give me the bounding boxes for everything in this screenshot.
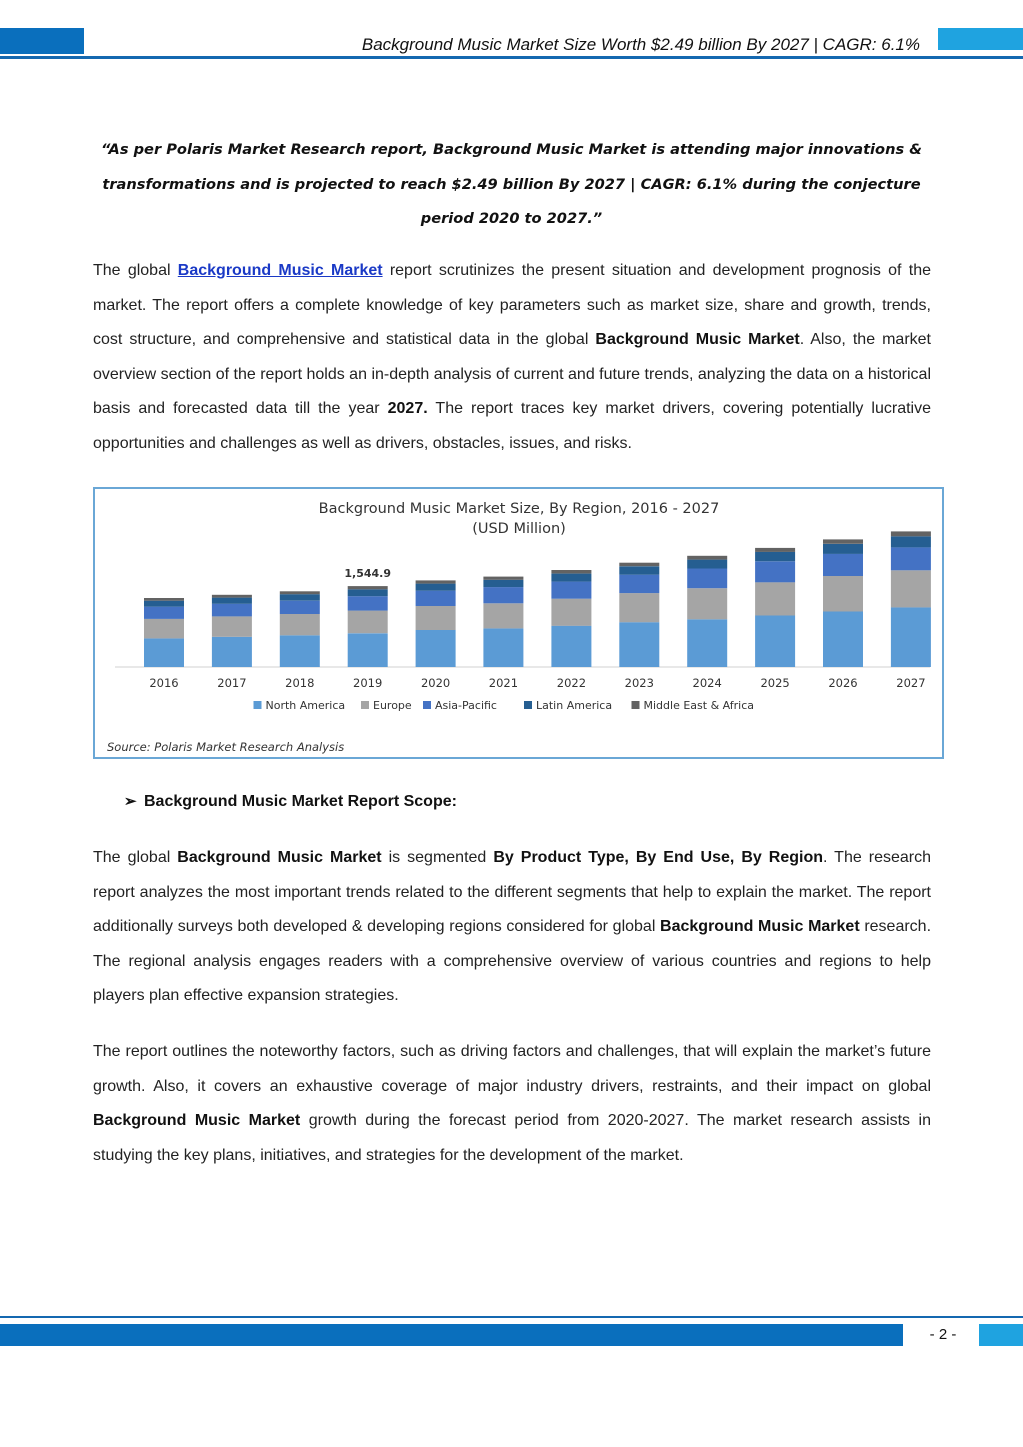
bold-run: By Product Type, By End Use, By Region bbox=[493, 849, 824, 866]
bar-segment-2017-3 bbox=[212, 598, 252, 604]
bar-segment-2024-0 bbox=[687, 619, 727, 667]
bar-segment-2027-0 bbox=[891, 607, 931, 667]
chart-source: Source: Polaris Market Research Analysis bbox=[107, 740, 345, 754]
bold-run: Background Music Market bbox=[177, 849, 382, 866]
market-report-link[interactable]: Background Music Market bbox=[177, 262, 383, 279]
bar-segment-2016-1 bbox=[144, 619, 184, 639]
x-tick-label-2022: 2022 bbox=[556, 676, 587, 690]
bar-segment-2026-0 bbox=[823, 612, 863, 668]
bar-segment-2020-0 bbox=[416, 630, 456, 667]
bar-segment-2025-0 bbox=[755, 616, 795, 668]
header-bar-right bbox=[938, 28, 1023, 50]
x-tick-label-2023: 2023 bbox=[624, 676, 654, 690]
x-tick-label-2026: 2026 bbox=[828, 676, 858, 690]
bar-segment-2025-1 bbox=[755, 582, 795, 615]
bar-segment-2017-2 bbox=[212, 604, 252, 617]
paragraph-segmentation bbox=[93, 841, 931, 1014]
bar-segment-2023-0 bbox=[619, 622, 659, 667]
bar-segment-2018-3 bbox=[280, 594, 320, 600]
legend-label-2: Asia-Pacific bbox=[435, 699, 497, 712]
data-label-2019: 1,544.9 bbox=[344, 567, 392, 581]
legend-swatch-4 bbox=[632, 701, 640, 709]
scope-heading bbox=[124, 792, 457, 811]
x-tick-label-2018: 2018 bbox=[285, 676, 315, 690]
bar-segment-2021-4 bbox=[483, 577, 523, 580]
bar-segment-2019-2 bbox=[348, 596, 388, 610]
legend-swatch-0 bbox=[254, 701, 262, 709]
bar-segment-2027-2 bbox=[891, 547, 931, 570]
bar-segment-2026-3 bbox=[823, 544, 863, 554]
footer-bar-right bbox=[979, 1324, 1023, 1346]
bar-segment-2025-3 bbox=[755, 552, 795, 562]
legend-swatch-3 bbox=[524, 701, 532, 709]
text-run: growth during the forecast period from 2020-2027. The market research assists in studying the key plans, initiatives, and strategies for the development of the market. bbox=[93, 1112, 932, 1164]
text-run: . The research report analyzes the most important trends related to the different segments that help to explain the market. The report additionally surveys both developed & developing regions considered for global bbox=[93, 849, 932, 936]
bar-segment-2017-4 bbox=[212, 595, 252, 598]
bar-segment-2027-3 bbox=[891, 536, 931, 547]
scope-heading-text: Background Music Market Report Scope: bbox=[144, 793, 457, 810]
bar-segment-2016-3 bbox=[144, 601, 184, 607]
bar-segment-2022-3 bbox=[551, 574, 591, 582]
bold-run: 2027. bbox=[387, 400, 428, 418]
page-number: - 2 - bbox=[929, 1326, 957, 1343]
bar-segment-2020-4 bbox=[416, 580, 456, 583]
legend-label-3: Latin America bbox=[536, 699, 613, 712]
legend-swatch-2 bbox=[423, 701, 431, 709]
bar-segment-2019-4 bbox=[348, 586, 388, 589]
bar-segment-2017-0 bbox=[212, 637, 252, 667]
bar-segment-2024-3 bbox=[687, 560, 727, 569]
bar-segment-2016-4 bbox=[144, 598, 184, 601]
bar-segment-2017-1 bbox=[212, 616, 252, 636]
bar-segment-2018-1 bbox=[280, 614, 320, 635]
bar-segment-2016-0 bbox=[144, 638, 184, 667]
text-run: The report traces key market drivers, covering potentially lucrative opportunities and challenges as well as drivers, obstacles, issues, and risks. bbox=[93, 400, 931, 452]
legend-swatch-1 bbox=[361, 701, 369, 709]
bar-segment-2022-1 bbox=[551, 599, 591, 626]
market-size-chart bbox=[93, 487, 944, 759]
x-tick-label-2020: 2020 bbox=[420, 676, 451, 690]
legend-label-0: North America bbox=[265, 699, 346, 712]
bar-segment-2022-4 bbox=[551, 570, 591, 574]
bar-segment-2023-4 bbox=[619, 563, 659, 567]
footer-rule bbox=[0, 1316, 1023, 1318]
arrow-bullet-icon: ➢ bbox=[124, 793, 137, 810]
bold-run: Background Music Market bbox=[595, 331, 800, 349]
bar-segment-2018-4 bbox=[280, 591, 320, 594]
text-run: research. The regional analysis engages readers with a comprehensive overview of various countries and regions to help players plan effective expansion strategies. bbox=[93, 918, 932, 1005]
bar-segment-2026-4 bbox=[823, 539, 863, 543]
x-tick-label-2017: 2017 bbox=[217, 676, 247, 690]
bar-segment-2021-1 bbox=[483, 603, 523, 628]
chart-subtitle: (USD Million) bbox=[472, 521, 566, 537]
bar-segment-2019-3 bbox=[348, 589, 388, 596]
legend-label-4: Middle East & Africa bbox=[643, 699, 755, 712]
bar-segment-2025-2 bbox=[755, 561, 795, 582]
bar-segment-2023-3 bbox=[619, 566, 659, 574]
bar-segment-2027-4 bbox=[891, 531, 931, 536]
bar-segment-2022-2 bbox=[551, 582, 591, 599]
bar-segment-2020-1 bbox=[416, 606, 456, 630]
bar-segment-2019-1 bbox=[348, 611, 388, 634]
footer-bar-left bbox=[0, 1324, 903, 1346]
legend-label-1: Europe bbox=[373, 699, 412, 712]
text-run: The global bbox=[93, 849, 178, 866]
header-bar-left bbox=[0, 28, 84, 54]
bar-segment-2021-3 bbox=[483, 580, 523, 587]
bar-segment-2019-0 bbox=[348, 633, 388, 667]
bar-segment-2020-3 bbox=[416, 584, 456, 591]
x-tick-label-2019: 2019 bbox=[353, 676, 383, 690]
x-tick-label-2027: 2027 bbox=[896, 676, 926, 690]
text-run: report scrutinizes the present situation and development prognosis of the market. The report offers a complete knowledge of key parameters such as market size, share and growth, trends, cost structure, and comprehensive and statistical data in the global bbox=[93, 262, 931, 349]
bar-segment-2020-2 bbox=[416, 591, 456, 606]
bold-run: Background Music Market bbox=[660, 918, 860, 936]
bar-segment-2021-0 bbox=[483, 628, 523, 667]
bar-segment-2027-1 bbox=[891, 570, 931, 607]
paragraph-growth-factors bbox=[93, 1035, 931, 1173]
text-run: The report outlines the noteworthy factors, such as driving factors and challenges, that will explain the market’s future growth. Also, it covers an exhaustive coverage of major industry drivers, restraints, and their impact on global bbox=[93, 1043, 931, 1095]
text-run: The global bbox=[93, 262, 178, 279]
x-tick-label-2016: 2016 bbox=[149, 676, 179, 690]
chart-title: Background Music Market Size, By Region, 2016 - 2027 bbox=[318, 501, 720, 517]
bar-segment-2023-1 bbox=[619, 593, 659, 622]
bar-segment-2022-0 bbox=[551, 626, 591, 667]
text-run: . Also, the market overview section of the report holds an in-depth analysis of current and future trends, analyzing the data on a historical basis and forecasted data till the year bbox=[93, 331, 932, 418]
x-tick-label-2025: 2025 bbox=[760, 676, 790, 690]
bar-segment-2024-1 bbox=[687, 588, 727, 619]
bar-segment-2026-1 bbox=[823, 576, 863, 612]
paragraph-overview bbox=[93, 254, 931, 462]
chart-canvas bbox=[95, 489, 942, 757]
text-run: is segmented bbox=[381, 849, 494, 866]
bar-segment-2024-4 bbox=[687, 556, 727, 560]
bar-segment-2016-2 bbox=[144, 607, 184, 619]
bar-segment-2018-0 bbox=[280, 635, 320, 667]
bar-segment-2023-2 bbox=[619, 575, 659, 593]
x-tick-label-2021: 2021 bbox=[488, 676, 519, 690]
header-title: Background Music Market Size Worth $2.49 billion By 2027 | CAGR: 6.1% bbox=[361, 35, 920, 54]
bar-segment-2021-2 bbox=[483, 587, 523, 603]
x-tick-label-2024: 2024 bbox=[692, 676, 722, 690]
bar-segment-2025-4 bbox=[755, 548, 795, 552]
bold-run: Background Music Market bbox=[93, 1112, 301, 1130]
bar-segment-2026-2 bbox=[823, 554, 863, 576]
intro-quote: “As per Polaris Market Research report, Background Music Market is attending major innovations & transformations and is projected to reach $2.49 billion By 2027 | CAGR: 6.1% during the conjecture period 2020 to 2027.” bbox=[101, 141, 922, 227]
bar-segment-2018-2 bbox=[280, 601, 320, 614]
header-rule bbox=[0, 56, 1023, 59]
bar-segment-2024-2 bbox=[687, 569, 727, 589]
